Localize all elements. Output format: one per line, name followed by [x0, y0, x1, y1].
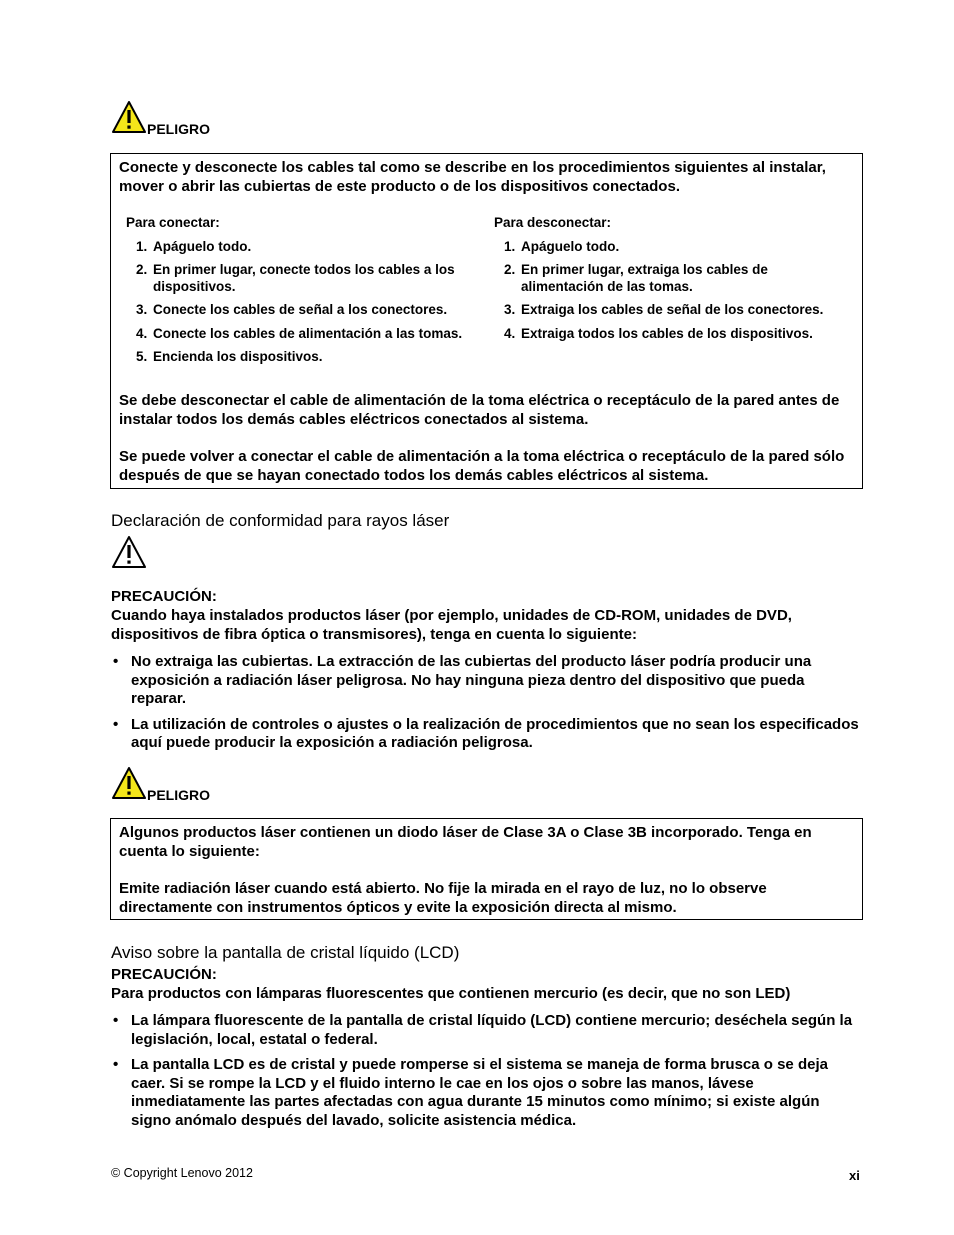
caution-label: PRECAUCIÓN:	[111, 966, 217, 983]
danger-paragraph: Algunos productos láser contienen un diodo láser de Clase 3A o Clase 3B incorporado. Tenga en cuenta lo siguiente:	[119, 824, 812, 860]
step-text: En primer lugar, conecte todos los cables a los dispositivos.	[153, 262, 455, 294]
connect-title: Para conectar:	[126, 215, 220, 230]
list-item	[111, 716, 861, 753]
bullet-text: La utilización de controles o ajustes o la realización de procedimientos que no sean los especificados aquí puede producir la exposición a radiación peligrosa.	[131, 715, 859, 751]
caution-intro: Cuando haya instalados productos láser (por ejemplo, unidades de CD-ROM, unidades de DVD, dispositivos de fibra óptica o transmisores), tenga en cuenta lo siguiente:	[111, 607, 792, 643]
list-item	[494, 239, 849, 256]
list-item	[494, 262, 849, 295]
danger-paragraph: Se debe desconectar el cable de alimentación de la toma eléctrica o receptáculo de la pared antes de instalar todos los demás cables eléctricos conectados al sistema.	[119, 392, 840, 428]
step-text: Apáguelo todo.	[521, 238, 620, 254]
step-number: 4.	[136, 325, 148, 341]
danger-box	[110, 153, 863, 489]
step-text: Conecte los cables de alimentación a las tomas.	[153, 325, 463, 341]
bullet-icon: •	[113, 653, 119, 670]
list-item	[494, 302, 849, 319]
step-number: 1.	[504, 238, 516, 254]
step-text: Extraiga los cables de señal de los conectores.	[521, 302, 824, 317]
step-number: 2.	[504, 262, 516, 277]
bullet-text: La pantalla LCD es de cristal y puede romperse si el sistema se maneja de forma brusca o se deja caer. Si se rompe la LCD y el fluido interno le cae en los ojos o sobre las manos, lávese inmediatamente las partes afectadas con agua durante 15 minutos como mínimo; si existe algún signo anómalo después del lavado, solicite asistencia médica.	[131, 1056, 828, 1129]
step-text: Encienda los dispositivos.	[153, 349, 323, 364]
laser-bullet-list	[111, 653, 861, 760]
connect-steps	[126, 239, 486, 366]
page-number: xi	[849, 1168, 860, 1183]
danger-label: PELIGRO	[147, 121, 211, 137]
list-item	[126, 262, 486, 295]
step-number: 4.	[504, 325, 516, 341]
step-number: 5.	[136, 349, 148, 364]
list-item	[126, 302, 486, 319]
disconnect-steps	[494, 239, 849, 343]
section-heading: Declaración de conformidad para rayos láser	[111, 511, 450, 530]
disconnect-title: Para desconectar:	[494, 215, 612, 230]
bullet-icon: •	[113, 1012, 119, 1029]
danger-paragraph: Se puede volver a conectar el cable de alimentación a la toma eléctrica o receptáculo de la pared sólo después de que se hayan conectado todos los demás cables eléctricos al sistema.	[119, 448, 845, 484]
disconnect-column	[494, 215, 849, 349]
warning-triangle-icon	[111, 766, 147, 800]
bullet-text: No extraiga las cubiertas. La extracción de las cubiertas del producto láser podría producir una exposición a radiación láser peligrosa. No hay ninguna pieza dentro del dispositivo que pueda reparar.	[131, 653, 812, 707]
list-item	[111, 653, 861, 709]
step-text: Extraiga todos los cables de los dispositivos.	[521, 325, 813, 341]
danger-paragraph: Emite radiación láser cuando está abierto. No fije la mirada en el rayo de luz, no lo observe directamente con instrumentos ópticos y evite la exposición directa al mismo.	[119, 880, 767, 916]
step-number: 3.	[504, 302, 516, 317]
caution-label: PRECAUCIÓN:	[111, 588, 217, 605]
step-number: 2.	[136, 262, 148, 277]
danger-label: PELIGRO	[147, 787, 211, 803]
list-item	[126, 349, 486, 366]
list-item	[494, 326, 849, 343]
footer-copyright: © Copyright Lenovo 2012	[111, 1166, 253, 1180]
step-number: 3.	[136, 302, 148, 317]
warning-triangle-icon	[111, 100, 147, 134]
connect-column	[126, 215, 486, 373]
section-heading: Aviso sobre la pantalla de cristal líquido (LCD)	[111, 943, 460, 962]
caution-intro: Para productos con lámparas fluorescentes que contienen mercurio (es decir, que no son LED)	[111, 985, 791, 1002]
step-text: Conecte los cables de señal a los conectores.	[153, 302, 448, 317]
lcd-bullet-list	[111, 1012, 863, 1137]
step-text: Apáguelo todo.	[153, 238, 252, 254]
bullet-icon: •	[113, 715, 119, 733]
list-item	[111, 1012, 863, 1049]
list-item	[126, 326, 486, 343]
step-number: 1.	[136, 238, 148, 254]
list-item	[111, 1056, 863, 1130]
danger-intro: Conecte y desconecte los cables tal como se describe en los procedimientos siguientes al instalar, mover o abrir las cubiertas de este producto o de los dispositivos conectados.	[119, 159, 826, 195]
danger-box	[110, 818, 863, 920]
step-text: En primer lugar, extraiga los cables de alimentación de las tomas.	[521, 262, 768, 294]
bullet-icon: •	[113, 1056, 119, 1073]
bullet-text: La lámpara fluorescente de la pantalla de cristal líquido (LCD) contiene mercurio; deséchela según la legislación, local, estatal o federal.	[131, 1012, 853, 1048]
warning-triangle-icon	[111, 535, 147, 569]
list-item	[126, 239, 486, 256]
